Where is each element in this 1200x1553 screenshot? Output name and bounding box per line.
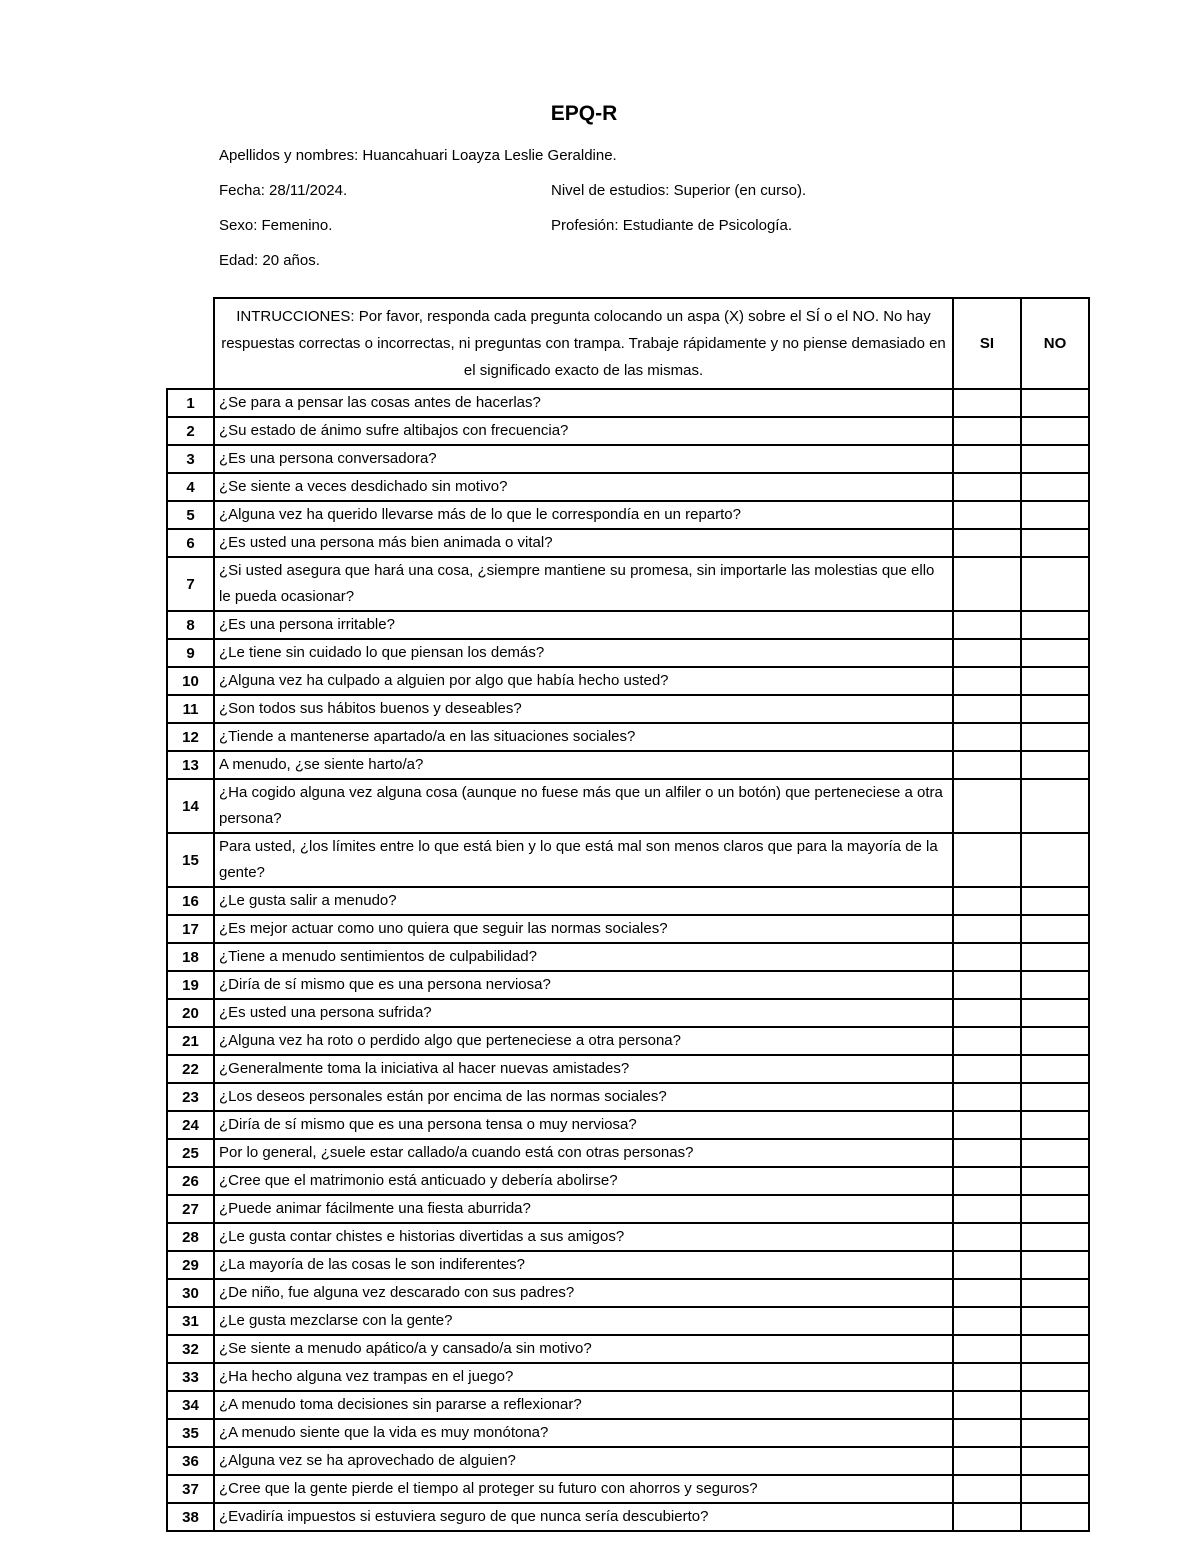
answer-si-cell[interactable]: [953, 639, 1021, 667]
questionnaire-table: [166, 297, 1090, 1532]
question-text: ¿Ha cogido alguna vez alguna cosa (aunque no fuese más que un alfiler o un botón) que perteneciese a otra persona?: [214, 779, 953, 833]
question-number: 10: [167, 667, 214, 695]
question-number: 30: [167, 1279, 214, 1307]
question-text: ¿Se para a pensar las cosas antes de hacerlas?: [214, 389, 953, 417]
question-text: ¿Diría de sí mismo que es una persona nerviosa?: [214, 971, 953, 999]
question-number: 20: [167, 999, 214, 1027]
question-number: 9: [167, 639, 214, 667]
question-row: [167, 417, 1089, 445]
answer-no-cell[interactable]: [1021, 1055, 1089, 1083]
question-text: ¿Le tiene sin cuidado lo que piensan los demás?: [214, 639, 953, 667]
question-row: [167, 445, 1089, 473]
question-text: ¿Se siente a veces desdichado sin motivo?: [214, 473, 953, 501]
question-number: 2: [167, 417, 214, 445]
question-row: [167, 751, 1089, 779]
question-text: ¿Ha hecho alguna vez trampas en el juego?: [214, 1363, 953, 1391]
answer-si-cell[interactable]: [953, 1419, 1021, 1447]
question-number: 25: [167, 1139, 214, 1167]
question-number: 6: [167, 529, 214, 557]
question-number: 28: [167, 1223, 214, 1251]
answer-no-cell[interactable]: [1021, 639, 1089, 667]
question-text: ¿Generalmente toma la iniciativa al hacer nuevas amistades?: [214, 1055, 953, 1083]
question-number: 5: [167, 501, 214, 529]
question-row: [167, 1363, 1089, 1391]
question-text: ¿A menudo toma decisiones sin pararse a reflexionar?: [214, 1391, 953, 1419]
question-number: 13: [167, 751, 214, 779]
question-number: 29: [167, 1251, 214, 1279]
question-text: ¿A menudo siente que la vida es muy monótona?: [214, 1419, 953, 1447]
question-number: 7: [167, 557, 214, 611]
question-row: [167, 1503, 1089, 1531]
answer-no-cell[interactable]: [1021, 1027, 1089, 1055]
question-text: ¿Si usted asegura que hará una cosa, ¿siempre mantiene su promesa, sin importarle las molestias que ello le pueda ocasionar?: [214, 557, 953, 611]
instructions-text: INTRUCCIONES: Por favor, responda cada pregunta colocando un aspa (X) sobre el SÍ o el NO. No hay respuestas correctas o incorrectas, ni preguntas con trampa. Trabaje rápidamente y no piense demasiado en el significado exacto de las mismas.: [214, 298, 953, 389]
question-text: ¿Puede animar fácilmente una fiesta aburrida?: [214, 1195, 953, 1223]
answer-no-cell[interactable]: [1021, 1391, 1089, 1419]
question-number: 34: [167, 1391, 214, 1419]
answer-si-cell[interactable]: [953, 887, 1021, 915]
question-row: [167, 1139, 1089, 1167]
question-text: ¿Es usted una persona sufrida?: [214, 999, 953, 1027]
question-text: ¿La mayoría de las cosas le son indiferentes?: [214, 1251, 953, 1279]
answer-no-cell[interactable]: [1021, 557, 1089, 611]
question-text: ¿Tiene a menudo sentimientos de culpabilidad?: [214, 943, 953, 971]
question-text: ¿Es una persona irritable?: [214, 611, 953, 639]
header-row: [167, 298, 1089, 389]
question-number: 27: [167, 1195, 214, 1223]
question-row: [167, 943, 1089, 971]
question-row: [167, 1335, 1089, 1363]
answer-no-cell[interactable]: [1021, 999, 1089, 1027]
answer-si-cell[interactable]: [953, 1111, 1021, 1139]
question-row: [167, 1391, 1089, 1419]
answer-no-cell[interactable]: [1021, 971, 1089, 999]
answer-si-cell[interactable]: [953, 833, 1021, 887]
answer-no-cell[interactable]: [1021, 1111, 1089, 1139]
answer-no-cell[interactable]: [1021, 1223, 1089, 1251]
question-row: [167, 639, 1089, 667]
answer-si-cell[interactable]: [953, 751, 1021, 779]
question-text: ¿Le gusta contar chistes e historias divertidas a sus amigos?: [214, 1223, 953, 1251]
question-row: [167, 723, 1089, 751]
answer-si-cell[interactable]: [953, 1503, 1021, 1531]
question-number: 37: [167, 1475, 214, 1503]
question-text: ¿Diría de sí mismo que es una persona tensa o muy nerviosa?: [214, 1111, 953, 1139]
question-number: 3: [167, 445, 214, 473]
answer-si-cell[interactable]: [953, 473, 1021, 501]
answer-no-cell[interactable]: [1021, 473, 1089, 501]
question-row: [167, 1195, 1089, 1223]
question-row: [167, 1027, 1089, 1055]
answer-no-cell[interactable]: [1021, 1307, 1089, 1335]
question-number: 19: [167, 971, 214, 999]
question-row: [167, 1419, 1089, 1447]
answer-si-cell[interactable]: [953, 1251, 1021, 1279]
answer-si-cell[interactable]: [953, 1083, 1021, 1111]
answer-no-cell[interactable]: [1021, 1503, 1089, 1531]
answer-si-cell[interactable]: [953, 1279, 1021, 1307]
question-row: [167, 1111, 1089, 1139]
question-row: [167, 1167, 1089, 1195]
answer-no-cell[interactable]: [1021, 723, 1089, 751]
profession-field: Profesión: Estudiante de Psicología.: [551, 217, 792, 234]
question-text: ¿De niño, fue alguna vez descarado con sus padres?: [214, 1279, 953, 1307]
question-text: ¿Tiende a mantenerse apartado/a en las situaciones sociales?: [214, 723, 953, 751]
question-row: [167, 1475, 1089, 1503]
question-text: ¿Alguna vez ha querido llevarse más de lo que le correspondía en un reparto?: [214, 501, 953, 529]
answer-no-cell[interactable]: [1021, 779, 1089, 833]
answer-si-cell[interactable]: [953, 999, 1021, 1027]
question-row: [167, 1447, 1089, 1475]
answer-si-cell[interactable]: [953, 943, 1021, 971]
answer-no-cell[interactable]: [1021, 501, 1089, 529]
answer-no-cell[interactable]: [1021, 695, 1089, 723]
answer-no-cell[interactable]: [1021, 1419, 1089, 1447]
answer-si-cell[interactable]: [953, 1195, 1021, 1223]
answer-si-cell[interactable]: [953, 695, 1021, 723]
answer-si-cell[interactable]: [953, 1475, 1021, 1503]
question-text: ¿Es usted una persona más bien animada o vital?: [214, 529, 953, 557]
question-number: 35: [167, 1419, 214, 1447]
question-number: 4: [167, 473, 214, 501]
answer-si-cell[interactable]: [953, 1335, 1021, 1363]
question-row: [167, 1251, 1089, 1279]
question-text: ¿Es una persona conversadora?: [214, 445, 953, 473]
question-text: ¿Cree que el matrimonio está anticuado y debería abolirse?: [214, 1167, 953, 1195]
question-number: 22: [167, 1055, 214, 1083]
question-row: [167, 1307, 1089, 1335]
answer-si-cell[interactable]: [953, 1363, 1021, 1391]
question-row: [167, 999, 1089, 1027]
question-text: Por lo general, ¿suele estar callado/a cuando está con otras personas?: [214, 1139, 953, 1167]
column-header-si: SI: [953, 298, 1021, 389]
name-field: Apellidos y nombres: Huancahuari Loayza Leslie Geraldine.: [219, 147, 617, 164]
answer-no-cell[interactable]: [1021, 1195, 1089, 1223]
answer-si-cell[interactable]: [953, 1139, 1021, 1167]
answer-si-cell[interactable]: [953, 723, 1021, 751]
question-number: 8: [167, 611, 214, 639]
question-row: [167, 611, 1089, 639]
answer-no-cell[interactable]: [1021, 751, 1089, 779]
question-text: ¿Alguna vez ha culpado a alguien por algo que había hecho usted?: [214, 667, 953, 695]
answer-si-cell[interactable]: [953, 1027, 1021, 1055]
answer-si-cell[interactable]: [953, 611, 1021, 639]
question-text: Para usted, ¿los límites entre lo que está bien y lo que está mal son menos claros que para la mayoría de la gente?: [214, 833, 953, 887]
question-text: A menudo, ¿se siente harto/a?: [214, 751, 953, 779]
question-number: 24: [167, 1111, 214, 1139]
question-number: 16: [167, 887, 214, 915]
question-row: [167, 667, 1089, 695]
question-text: ¿Evadiría impuestos si estuviera seguro de que nunca sería descubierto?: [214, 1503, 953, 1531]
answer-no-cell[interactable]: [1021, 915, 1089, 943]
question-number: 11: [167, 695, 214, 723]
answer-no-cell[interactable]: [1021, 1447, 1089, 1475]
date-field: Fecha: 28/11/2024.: [219, 182, 348, 199]
answer-si-cell[interactable]: [953, 1055, 1021, 1083]
question-text: ¿Alguna vez ha roto o perdido algo que perteneciese a otra persona?: [214, 1027, 953, 1055]
answer-no-cell[interactable]: [1021, 1167, 1089, 1195]
question-number: 12: [167, 723, 214, 751]
question-row: [167, 529, 1089, 557]
question-text: ¿Se siente a menudo apático/a y cansado/a sin motivo?: [214, 1335, 953, 1363]
question-row: [167, 695, 1089, 723]
question-row: [167, 1083, 1089, 1111]
answer-no-cell[interactable]: [1021, 887, 1089, 915]
question-number: 31: [167, 1307, 214, 1335]
question-text: ¿Le gusta salir a menudo?: [214, 887, 953, 915]
question-number: 1: [167, 389, 214, 417]
age-field: Edad: 20 años.: [219, 252, 320, 269]
answer-no-cell[interactable]: [1021, 1335, 1089, 1363]
answer-si-cell[interactable]: [953, 971, 1021, 999]
answer-no-cell[interactable]: [1021, 1251, 1089, 1279]
question-text: ¿Es mejor actuar como uno quiera que seguir las normas sociales?: [214, 915, 953, 943]
answer-si-cell[interactable]: [953, 1307, 1021, 1335]
question-number: 21: [167, 1027, 214, 1055]
answer-si-cell[interactable]: [953, 445, 1021, 473]
question-text: ¿Su estado de ánimo sufre altibajos con frecuencia?: [214, 417, 953, 445]
education-field: Nivel de estudios: Superior (en curso).: [551, 182, 807, 199]
question-number: 36: [167, 1447, 214, 1475]
answer-no-cell[interactable]: [1021, 833, 1089, 887]
sex-field: Sexo: Femenino.: [219, 217, 333, 234]
question-number: 15: [167, 833, 214, 887]
question-text: ¿Le gusta mezclarse con la gente?: [214, 1307, 953, 1335]
question-row: [167, 887, 1089, 915]
answer-no-cell[interactable]: [1021, 417, 1089, 445]
answer-no-cell[interactable]: [1021, 667, 1089, 695]
answer-si-cell[interactable]: [953, 779, 1021, 833]
answer-si-cell[interactable]: [953, 529, 1021, 557]
column-header-no: NO: [1021, 298, 1089, 389]
answer-si-cell[interactable]: [953, 1447, 1021, 1475]
answer-si-cell[interactable]: [953, 389, 1021, 417]
question-text: ¿Son todos sus hábitos buenos y deseables?: [214, 695, 953, 723]
answer-no-cell[interactable]: [1021, 1475, 1089, 1503]
question-row: [167, 389, 1089, 417]
answer-si-cell[interactable]: [953, 915, 1021, 943]
question-row: [167, 1223, 1089, 1251]
question-row: [167, 915, 1089, 943]
answer-si-cell[interactable]: [953, 1167, 1021, 1195]
question-row: [167, 501, 1089, 529]
answer-si-cell[interactable]: [953, 1223, 1021, 1251]
answer-no-cell[interactable]: [1021, 943, 1089, 971]
question-number: 18: [167, 943, 214, 971]
question-text: ¿Alguna vez se ha aprovechado de alguien?: [214, 1447, 953, 1475]
question-text: ¿Cree que la gente pierde el tiempo al proteger su futuro con ahorros y seguros?: [214, 1475, 953, 1503]
corner-cell: [167, 298, 214, 389]
answer-si-cell[interactable]: [953, 667, 1021, 695]
question-row: [167, 473, 1089, 501]
answer-si-cell[interactable]: [953, 501, 1021, 529]
question-number: 14: [167, 779, 214, 833]
answer-si-cell[interactable]: [953, 1391, 1021, 1419]
question-row: [167, 833, 1089, 887]
question-number: 23: [167, 1083, 214, 1111]
answer-no-cell[interactable]: [1021, 1279, 1089, 1307]
answer-no-cell[interactable]: [1021, 1139, 1089, 1167]
question-row: [167, 557, 1089, 611]
question-number: 38: [167, 1503, 214, 1531]
answer-no-cell[interactable]: [1021, 445, 1089, 473]
answer-no-cell[interactable]: [1021, 1083, 1089, 1111]
question-row: [167, 1279, 1089, 1307]
question-row: [167, 1055, 1089, 1083]
question-text: ¿Los deseos personales están por encima de las normas sociales?: [214, 1083, 953, 1111]
answer-no-cell[interactable]: [1021, 611, 1089, 639]
question-number: 33: [167, 1363, 214, 1391]
answer-si-cell[interactable]: [953, 557, 1021, 611]
answer-si-cell[interactable]: [953, 417, 1021, 445]
question-number: 17: [167, 915, 214, 943]
question-row: [167, 779, 1089, 833]
question-row: [167, 971, 1089, 999]
answer-no-cell[interactable]: [1021, 389, 1089, 417]
question-number: 32: [167, 1335, 214, 1363]
question-number: 26: [167, 1167, 214, 1195]
answer-no-cell[interactable]: [1021, 529, 1089, 557]
answer-no-cell[interactable]: [1021, 1363, 1089, 1391]
page-title: EPQ-R: [550, 102, 618, 125]
